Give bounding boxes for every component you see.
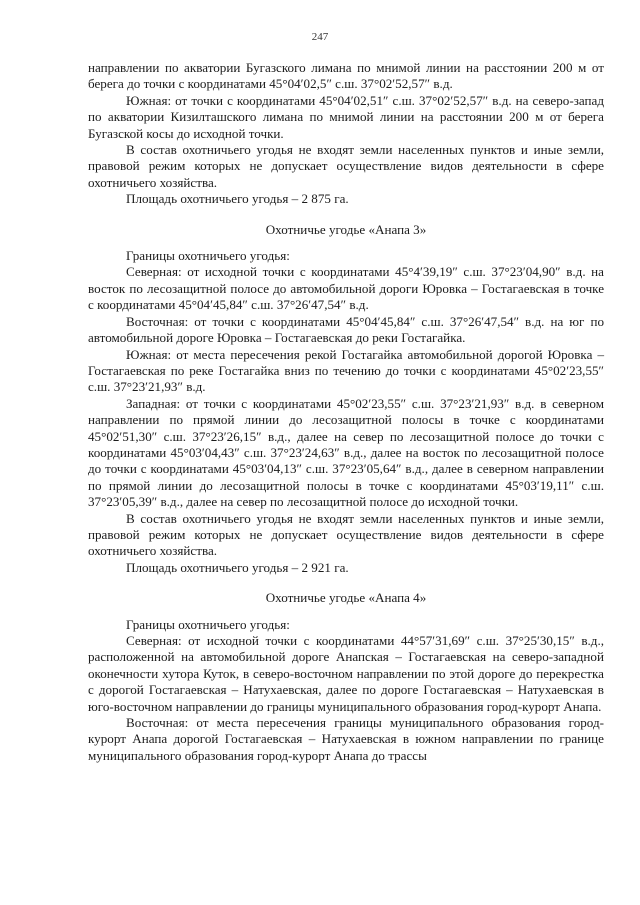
paragraph-excluded-lands: В состав охотничьего угодья не входят земли населенных пунктов и иные земли, правовой режим которых не допускает осуществление видов деятельности в сфере охотничьего хозяйства. bbox=[88, 142, 604, 190]
page-number: 247 bbox=[311, 31, 329, 43]
section-heading-anapa-3: Охотничье угодье «Анапа 3» bbox=[265, 221, 427, 237]
paragraph-area: Площадь охотничьего угодья – 2 875 га. bbox=[126, 191, 349, 207]
paragraph-east-boundary: Восточная: от точки с координатами 45°04′45,84″ с.ш. 37°26′47,54″ в.д. на юг по автомобильной дороге Юровка – Гостагаевская до реки Гостагайка. bbox=[88, 313, 604, 346]
paragraph-east-boundary: Восточная: от места пересечения границы муниципального образования город-курорт Анапа дорогой Гостагаевская – Натухаевская в южном направлении по границе муниципального образования город-курорт Анапа до трассы bbox=[88, 715, 604, 763]
page-body bbox=[88, 60, 604, 764]
paragraph-south-boundary: Южная: от точки с координатами 45°04′02,51″ с.ш. 37°02′52,57″ в.д. на северо-запад по акватории Кизилташского лимана по мнимой линии на расстоянии 200 м от берега Бугазской косы до исходной точки. bbox=[88, 92, 604, 141]
section-heading-anapa-4: Охотничье угодье «Анапа 4» bbox=[265, 590, 427, 606]
paragraph-continuation: направлении по акватории Бугазского лимана по мнимой линии на расстоянии 200 м от берега до точки с координатами 45°04′02,5″ с.ш. 37°02′52,57″ в.д. bbox=[88, 60, 604, 92]
paragraph-west-boundary: Западная: от точки с координатами 45°02′23,55″ с.ш. 37°23′21,93″ в.д. в северном направлении по прямой линии до лесозащитной полосы в точке с координатами 45°02′51,30″ с.ш. 37°23′26,15″ в.д., далее на север по лесозащитной полосе до точки с координатами 45°03′04,43″ с.ш. 37°23′24,63″ в.д., далее на восток по лесозащитной полосе до точки с координатами 45°03′04,13″ с.ш. 37°23′05,64″ в.д., далее в северном направлении по прямой линии до лесозащитной полосы в точке с координатами 45°03′19,11″ с.ш. 37°23′05,39″ в.д., далее на север по лесозащитной полосе до исходной точки. bbox=[88, 395, 604, 510]
paragraph-area: Площадь охотничьего угодья – 2 921 га. bbox=[126, 559, 349, 575]
paragraph-excluded-lands: В состав охотничьего угодья не входят земли населенных пунктов и иные земли, правовой режим которых не допускает осуществление видов деятельности в сфере охотничьего хозяйства. bbox=[88, 510, 604, 559]
paragraph-boundaries-title: Границы охотничьего угодья: bbox=[126, 248, 290, 264]
paragraph-boundaries-title: Границы охотничьего угодья: bbox=[126, 616, 290, 632]
paragraph-north-boundary: Северная: от исходной точки с координатами 45°4′39,19″ с.ш. 37°23′04,90″ в.д. на восток по лесозащитной полосе до автомобильной дороги Юровка – Гостагаевская в точке с координатами 45°04′45,84″ с.ш. 37°26′47,54″ в.д. bbox=[88, 264, 604, 313]
paragraph-north-boundary: Северная: от исходной точки с координатами 44°57′31,69″ с.ш. 37°25′30,15″ в.д., расположенной на автомобильной дороге Анапская – Гостагаевская на северо-западной оконечности хутора Куток, в северо-восточном направлении по этой дороге до перекрестка с дорогой Гостагаевская – Натухаевская, далее по дороге Гостагаевская – Натухаевская в юго-восточном направлении до границы муниципального образования город-курорт Анапа. bbox=[88, 633, 604, 714]
paragraph-south-boundary: Южная: от места пересечения рекой Гостагайка автомобильной дорогой Юровка – Гостагаевская по реке Гостагайка вниз по течению до точки с координатами 45°02′23,55″ с.ш. 37°23′21,93″ в.д. bbox=[88, 346, 604, 395]
